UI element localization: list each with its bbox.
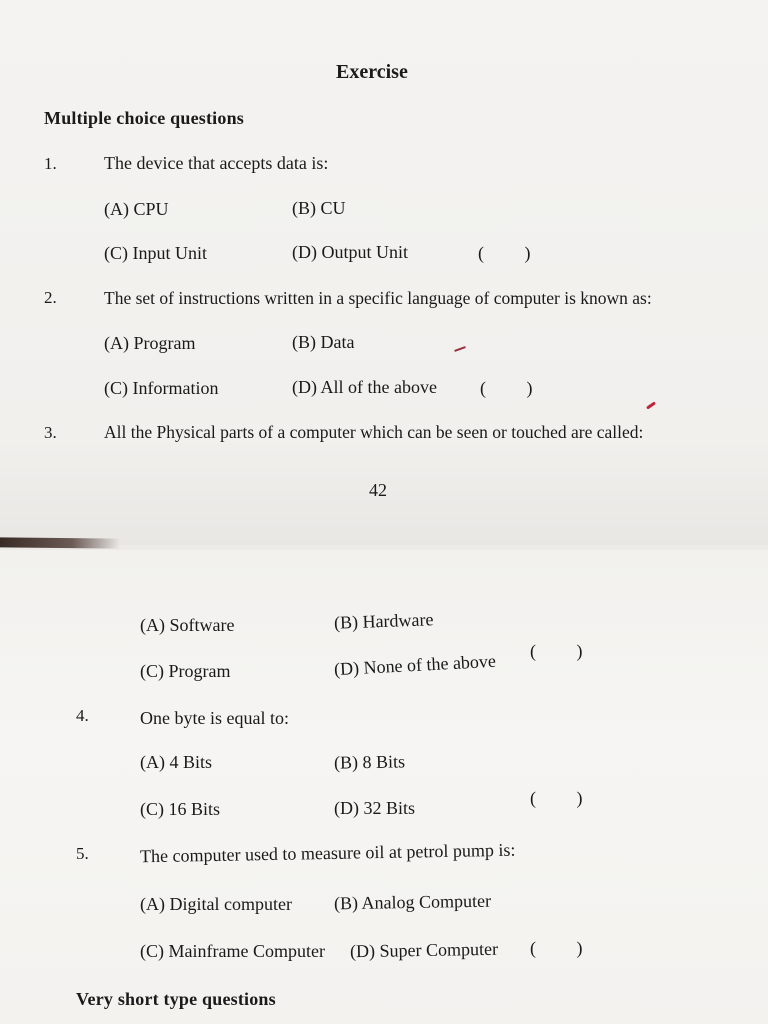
- page-fold-shadow: [0, 537, 120, 548]
- question-text: The set of instructions written in a specific language of computer is known as:: [104, 288, 652, 308]
- answer-box: ( ): [480, 378, 551, 398]
- question-number: 5.: [76, 844, 89, 863]
- option-b: (B) Hardware: [333, 609, 434, 633]
- option-a: (A) Digital computer: [140, 894, 292, 914]
- question-number: 4.: [76, 706, 89, 725]
- section-heading: Multiple choice questions: [44, 108, 245, 128]
- option-c: (C) 16 Bits: [140, 799, 221, 819]
- option-c: (C) Mainframe Computer: [140, 941, 325, 961]
- option-d: (D) All of the above: [292, 377, 437, 397]
- question-number: 3.: [44, 423, 57, 442]
- question-text: The device that accepts data is:: [104, 153, 329, 173]
- option-d: (D) 32 Bits: [334, 798, 415, 818]
- next-section-heading: Very short type questions: [76, 989, 276, 1009]
- answer-box: ( ): [530, 938, 601, 958]
- question-number: 1.: [44, 154, 57, 173]
- option-b: (B) Data: [292, 332, 355, 352]
- option-c: (C) Program: [140, 661, 231, 681]
- option-b: (B) Analog Computer: [333, 890, 492, 914]
- option-d: (D) None of the above: [333, 650, 497, 680]
- option-b: (B) CU: [292, 198, 346, 218]
- option-a: (A) Program: [104, 333, 196, 353]
- option-c: (C) Information: [104, 378, 219, 398]
- exercise-title: Exercise: [336, 61, 408, 83]
- answer-box: ( ): [530, 788, 601, 808]
- answer-box: ( ): [478, 243, 549, 263]
- question-number: 2.: [44, 288, 57, 307]
- option-c: (C) Input Unit: [104, 243, 207, 263]
- option-d: (D) Super Computer: [349, 938, 499, 962]
- question-text: One byte is equal to:: [140, 708, 289, 728]
- option-a: (A) CPU: [104, 199, 169, 219]
- option-a: (A) Software: [140, 615, 235, 635]
- question-text: All the Physical parts of a computer which can be seen or touched are called:: [104, 422, 644, 442]
- page-number: 42: [369, 480, 387, 500]
- answer-box: ( ): [530, 641, 601, 661]
- option-b: (B) 8 Bits: [333, 751, 406, 773]
- question-text: The computer used to measure oil at petrol pump is:: [139, 839, 516, 867]
- option-d: (D) Output Unit: [292, 242, 408, 262]
- option-a: (A) 4 Bits: [140, 752, 212, 772]
